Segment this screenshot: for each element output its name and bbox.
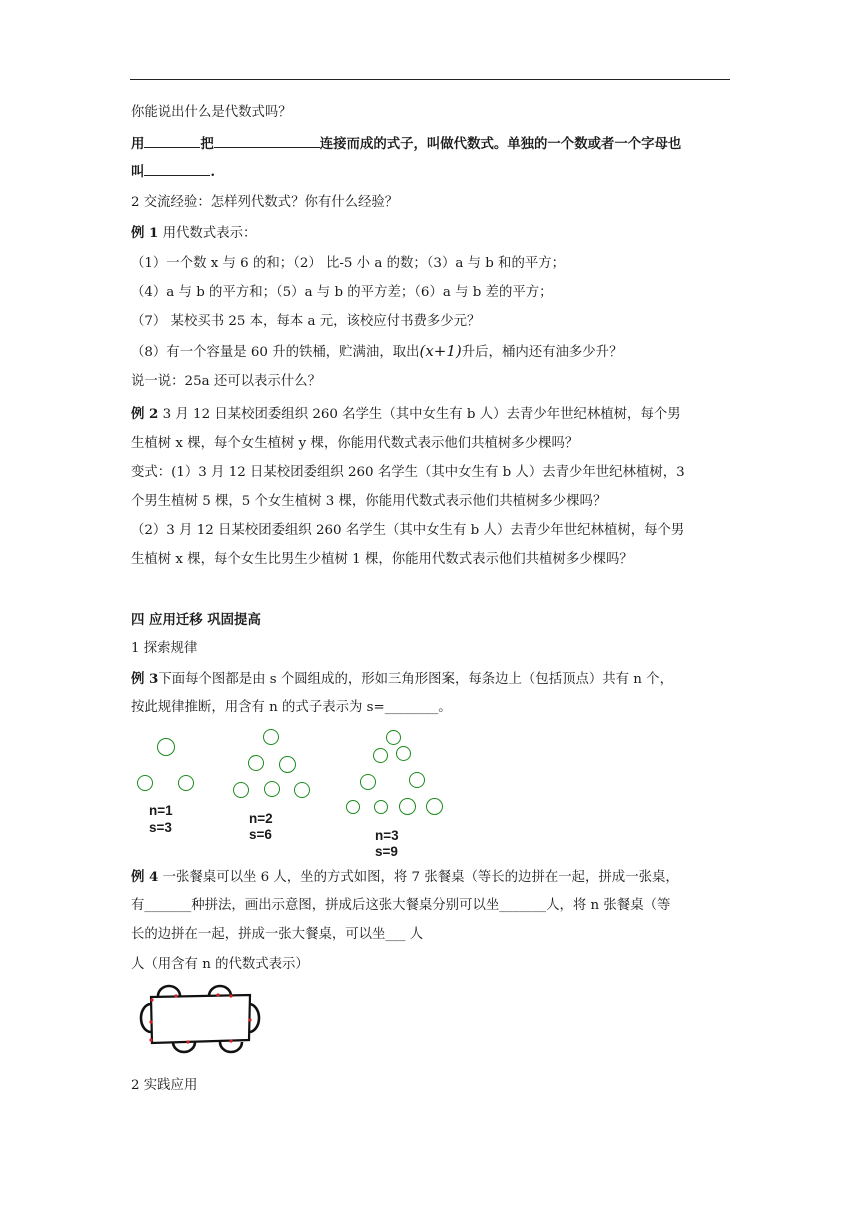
variant-2-text-1: （2）3 月 12 日某校团委组织 260 名学生（其中女生有 b 人）去青少年世纪林植树，每个男 xyxy=(131,523,685,538)
fig-3-s-label: s=9 xyxy=(375,844,398,859)
example-4-label: 例 4 xyxy=(131,869,159,885)
example-2-line-2 xyxy=(131,435,578,453)
example-3-label: 例 3 xyxy=(131,671,159,687)
pattern-circle xyxy=(233,782,249,798)
say-text: 说一说：25a 还可以表示什么？ xyxy=(131,374,321,389)
example-2-text-2: 生植树 x 棵，每个女生植树 y 棵，你能用代数式表示他们共植树多少棵吗？ xyxy=(131,436,579,451)
question-line xyxy=(131,104,292,122)
pattern-circle xyxy=(426,798,443,815)
variant-2-text-2: 生植树 x 棵，每个女生比男生少植树 1 棵，你能用代数式表示他们共植树多少棵吗？ xyxy=(131,552,633,567)
variant-1-text-2: 个男生植树 5 棵，5 个女生植树 3 棵，你能用代数式表示他们共植树多少棵吗？ xyxy=(131,494,607,509)
variant-1-line-1 xyxy=(131,464,685,482)
example-4-line-2 xyxy=(131,897,670,915)
example-1-label: 例 1 xyxy=(131,225,159,241)
pattern-circle xyxy=(264,781,280,797)
pattern-circle xyxy=(346,800,360,814)
example-4-text-1: 一张餐桌可以坐 6 人，坐的方式如图，将 7 张餐桌（等长的边拼在一起，拼成一张桌， xyxy=(158,870,679,885)
definition-period: . xyxy=(210,164,216,180)
pattern-circle xyxy=(157,738,175,756)
fig-2-n-label: n=2 xyxy=(249,811,273,826)
chair-top-left xyxy=(158,986,180,996)
header-rule xyxy=(130,79,730,80)
chair-bottom-left xyxy=(173,1042,195,1052)
example-2-text-1: 3 月 12 日某校团委组织 260 名学生（其中女生有 b 人）去青少年世纪林植树，每个男 xyxy=(158,407,681,422)
example-4-line-1 xyxy=(131,868,679,887)
pattern-circle xyxy=(248,755,264,771)
subsection-2-text: 2 实践应用 xyxy=(131,1078,198,1093)
pattern-circle xyxy=(137,775,153,791)
example-4-text-2: 有_______种拼法，画出示意图，拼成后这张大餐桌分别可以坐_______人，将 n 张餐桌（等 xyxy=(131,898,671,913)
pattern-circle xyxy=(263,729,279,745)
example-4-text-3: 长的边拼在一起，拼成一张大餐桌，可以坐___ 人 xyxy=(131,927,424,942)
example-3-line-2 xyxy=(131,699,452,717)
definition-part-4: 叫 xyxy=(131,164,145,180)
fig-2-s-label: s=6 xyxy=(249,827,272,842)
fig-1-s-label: s=3 xyxy=(149,820,172,835)
fill-blank-2 xyxy=(214,134,320,148)
example-1-item-8 xyxy=(131,342,622,362)
example-1-heading xyxy=(131,224,256,243)
variant-2-line-2 xyxy=(131,551,633,569)
example-3-text-1: 下面每个图都是由 s 个圆组成的，形如三角形图案，每条边上（包括顶点）共有 n 个， xyxy=(158,672,673,687)
pattern-circle xyxy=(409,772,425,788)
example-1-items-b xyxy=(131,284,553,302)
example-4-text-4: 人（用含有 n 的代数式表示） xyxy=(131,957,309,972)
fill-blank-1 xyxy=(144,134,200,148)
example-1-item-7-text: （7） 某校买书 25 本，每本 a 元，该校应付书费多少元？ xyxy=(131,314,481,329)
pattern-circle xyxy=(386,730,401,745)
section-4-heading xyxy=(131,611,261,629)
fig-3-n-label: n=3 xyxy=(375,828,399,843)
example-1-items-b-text: （4）a 与 b 的平方和；（5）a 与 b 的平方差；（6）a 与 b 差的平方； xyxy=(131,285,553,300)
pattern-circle xyxy=(399,798,416,815)
definition-part-3: 连接而成的式子，叫做代数式。单独的一个数或者一个字母也 xyxy=(319,136,682,152)
pattern-circle xyxy=(360,774,376,790)
dining-table-figure xyxy=(130,980,270,1062)
example-1-item-8-part-2: 升后，桶内还有油多少升？ xyxy=(461,345,623,360)
say-line xyxy=(131,373,321,391)
definition-part-1: 用 xyxy=(131,136,145,152)
variant-2-line-1 xyxy=(131,522,684,540)
pattern-circle xyxy=(294,782,310,798)
example-3-text-2: 按此规律推断，用含有 n 的式子表示为 s=________。 xyxy=(131,700,452,715)
question-text: 你能说出什么是代数式吗？ xyxy=(131,105,292,120)
section-4-text: 四 应用迁移 巩固提高 xyxy=(131,612,261,628)
pattern-circle xyxy=(279,756,296,773)
fill-blank-3 xyxy=(144,162,210,176)
example-1-item-7 xyxy=(131,313,480,331)
example-4-line-4 xyxy=(131,956,309,974)
example-4-line-3 xyxy=(131,926,423,944)
variant-1-line-2 xyxy=(131,493,606,511)
definition-part-2: 把 xyxy=(200,136,214,152)
example-1-item-8-part-1: （8）有一个容量是 60 升的铁桶，贮满油，取出 xyxy=(131,345,420,360)
chair-bottom-right xyxy=(220,1042,242,1052)
subsection-2-heading xyxy=(131,1077,197,1095)
example-1-intro: 用代数式表示： xyxy=(158,226,257,241)
example-1-items-a xyxy=(131,255,565,273)
pattern-circle xyxy=(178,775,194,791)
definition-line xyxy=(131,134,681,153)
math-expression: (x+1) xyxy=(419,342,462,360)
pattern-circle xyxy=(396,746,411,761)
section-2-heading xyxy=(131,194,398,212)
variant-1-text-1: 变式：(1）3 月 12 日某校团委组织 260 名学生（其中女生有 b 人）去青少年世纪林植树，3 xyxy=(131,465,685,480)
definition-line-2 xyxy=(131,162,215,181)
subsection-1-text: 1 探索规律 xyxy=(131,641,198,656)
subsection-1-heading xyxy=(131,640,197,658)
example-1-items-a-text: （1）一个数 x 与 6 的和；（2） 比-5 小 a 的数；（3）a 与 b 和的平方； xyxy=(131,256,566,271)
table-rectangle xyxy=(151,995,250,1043)
example-3-line-1 xyxy=(131,670,673,689)
example-2-line-1 xyxy=(131,405,681,424)
example-2-label: 例 2 xyxy=(131,406,159,422)
pattern-circle xyxy=(374,800,388,814)
pattern-circle xyxy=(373,748,388,763)
fig-1-n-label: n=1 xyxy=(149,803,173,818)
chair-left xyxy=(141,1004,151,1032)
section-2-text: 2 交流经验：怎样列代数式？你有什么经验？ xyxy=(131,195,399,210)
